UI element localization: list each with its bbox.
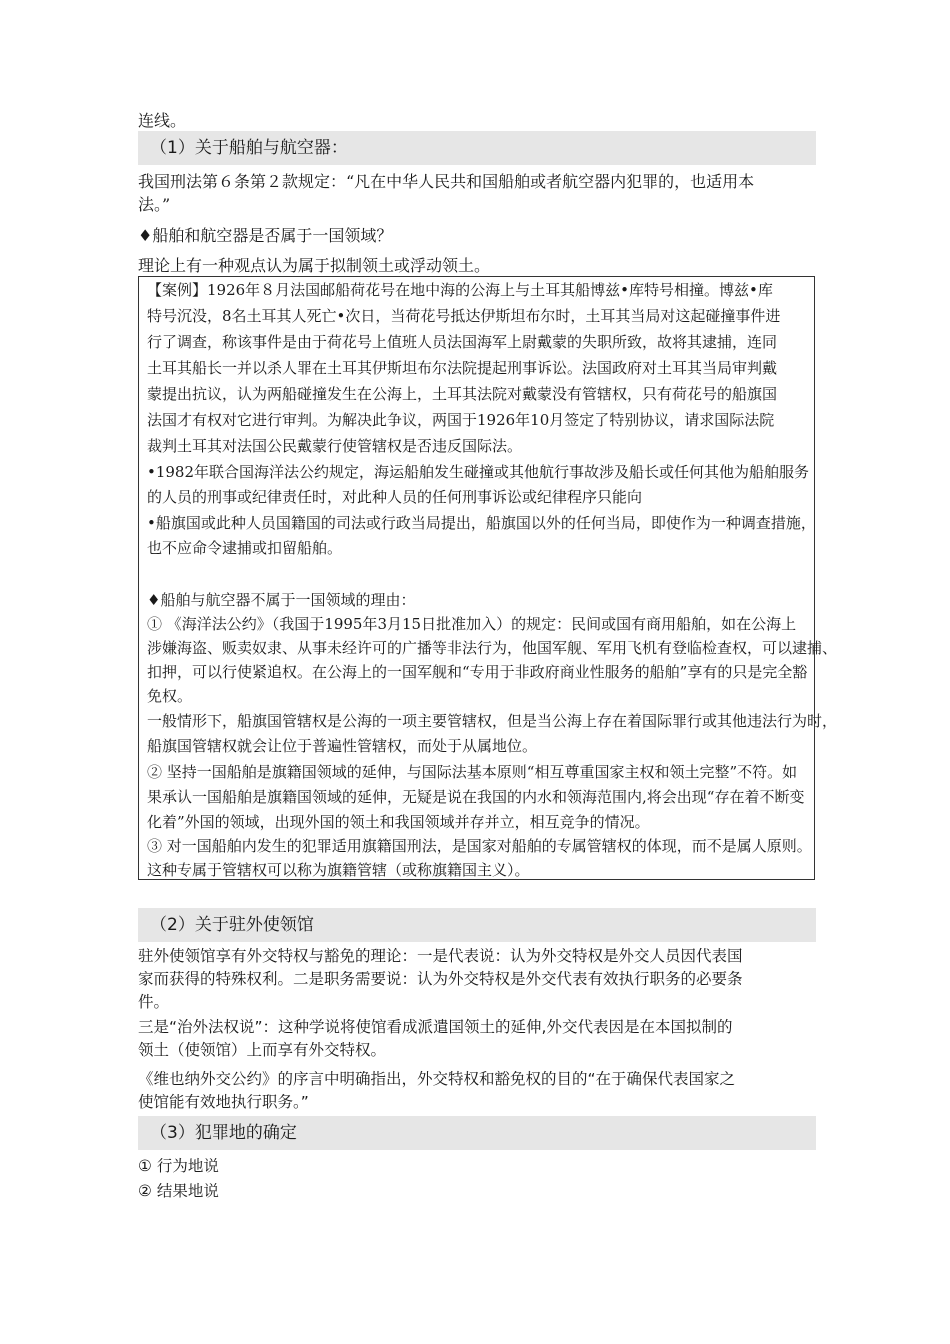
section-2-line: 《维也纳外交公约》的序言中明确指出，外交特权和豁免权的目的“在于确保代表国家之 <box>138 1070 736 1088</box>
case-line: 裁判土耳其对法国公民戴蒙行使管辖权是否违反国际法。 <box>147 437 523 455</box>
case-line: •船旗国或此种人员国籍国的司法或行政当局提出，船旗国以外的任何当局，即使作为一种调查措施， <box>147 514 816 532</box>
section-3-item: ① 行为地说 <box>138 1157 219 1175</box>
section-2-line: 件。 <box>138 993 170 1011</box>
case-line: ① 《海洋法公约》（我国于1995年3月15日批准加入）的规定：民间或国有商用船舶，如在公海上 <box>147 615 797 633</box>
case-line: 扣押，可以行使紧追权。在公海上的一国军舰和“专用于非政府商业性服务的船舶”享有的只是完全豁 <box>147 663 808 681</box>
case-box <box>138 276 838 880</box>
case-line: 蒙提出抗议，认为两船碰撞发生在公海上，土耳其法院对戴蒙没有管辖权，只有荷花号的船旗国 <box>147 385 778 403</box>
section-3-heading <box>138 1116 816 1150</box>
section-2-heading <box>138 908 816 942</box>
case-line: 行了调查，称该事件是由于荷花号上值班人员法国海军上尉戴蒙的失职所致，故将其逮捕，连同 <box>147 333 778 351</box>
case-line: 果承认一国船舶是旗籍国领域的延伸，无疑是说在我国的内水和领海范围内,将会出现“存在着不断变 <box>147 788 805 806</box>
question-line: ♦船舶和航空器是否属于一国领域？ <box>138 226 393 245</box>
top-fragment: 连线。 <box>138 111 187 130</box>
case-line: 的人员的刑事或纪律责任时，对此种人员的任何刑事诉讼或纪律程序只能向 <box>147 488 643 506</box>
section-2-line: 家而获得的特殊权利。二是职务需要说：认为外交特权是外交代表有效执行职务的必要条 <box>138 970 743 988</box>
case-line: ③ 对一国船舶内发生的犯罪适用旗籍国刑法，是国家对船舶的专属管辖权的体现，而不是属人原则。 <box>147 837 812 855</box>
section-2-line: 驻外使领馆享有外交特权与豁免的理论：一是代表说：认为外交特权是外交人员因代表国 <box>138 947 743 965</box>
case-line: ② 坚持一国船舶是旗籍国领域的延伸，与国际法基本原则“相互尊重国家主权和领土完整”不符。如 <box>147 763 798 781</box>
case-line: 化着”外国的领域，出现外国的领土和我国领域并存并立，相互竞争的情况。 <box>147 813 650 831</box>
case-line: 法国才有权对它进行审判。为解决此争议，两国于1926年10月签定了特别协议，请求国际法院 <box>147 411 775 429</box>
case-line: 一般情形下，船旗国管辖权是公海的一项主要管辖权，但是当公海上存在着国际罪行或其他违法行为时， <box>147 712 838 730</box>
section-1-heading <box>138 131 816 165</box>
case-line: ♦船舶与航空器不属于一国领域的理由： <box>147 591 416 609</box>
section-1-heading-text: （1）关于船舶与航空器： <box>150 138 348 158</box>
case-line: 【案例】1926年８月法国邮船荷花号在地中海的公海上与土耳其船博兹•库特号相撞。博兹•库 <box>147 281 773 299</box>
theory-line: 理论上有一种观点认为属于拟制领土或浮动领土。 <box>138 256 491 275</box>
law-text-line-1: 我国刑法第６条第２款规定：“凡在中华人民共和国船舶或者航空器内犯罪的，也适用本 <box>138 172 755 191</box>
section-3-item: ② 结果地说 <box>138 1182 219 1200</box>
law-text-line-2: 法。” <box>138 195 171 214</box>
section-3-heading-text: （3）犯罪地的确定 <box>150 1123 297 1143</box>
case-line: •1982年联合国海洋法公约规定，海运船舶发生碰撞或其他航行事故涉及船长或任何其他为船舶服务 <box>147 463 810 481</box>
section-2-line: 领土（使领馆）上而享有外交特权。 <box>138 1041 387 1059</box>
case-line: 涉嫌海盗、贩卖奴隶、从事未经许可的广播等非法行为，他国军舰、军用飞机有登临检查权，可以逮捕、 <box>147 639 838 657</box>
case-line: 船旗国管辖权就会让位于普遍性管辖权，而处于从属地位。 <box>147 737 538 755</box>
section-2-line: 使馆能有效地执行职务。” <box>138 1093 309 1111</box>
case-line: 土耳其船长一并以杀人罪在土耳其伊斯坦布尔法院提起刑事诉讼。法国政府对土耳其当局审判戴 <box>147 359 778 377</box>
section-2-line: 三是“治外法权说”：这种学说将使馆看成派遣国领土的延伸,外交代表因是在本国拟制的 <box>138 1018 733 1036</box>
case-line: 这种专属于管辖权可以称为旗籍管辖（或称旗籍国主义）。 <box>147 861 530 879</box>
case-line: 特号沉没，8名土耳其人死亡•次日，当荷花号抵达伊斯坦布尔时，土耳其当局对这起碰撞事件进 <box>147 307 781 325</box>
case-line: 免权。 <box>147 687 193 705</box>
section-2-heading-text: （2）关于驻外使领馆 <box>150 915 314 935</box>
case-line: 也不应命令逮捕或扣留船舶。 <box>147 539 343 557</box>
